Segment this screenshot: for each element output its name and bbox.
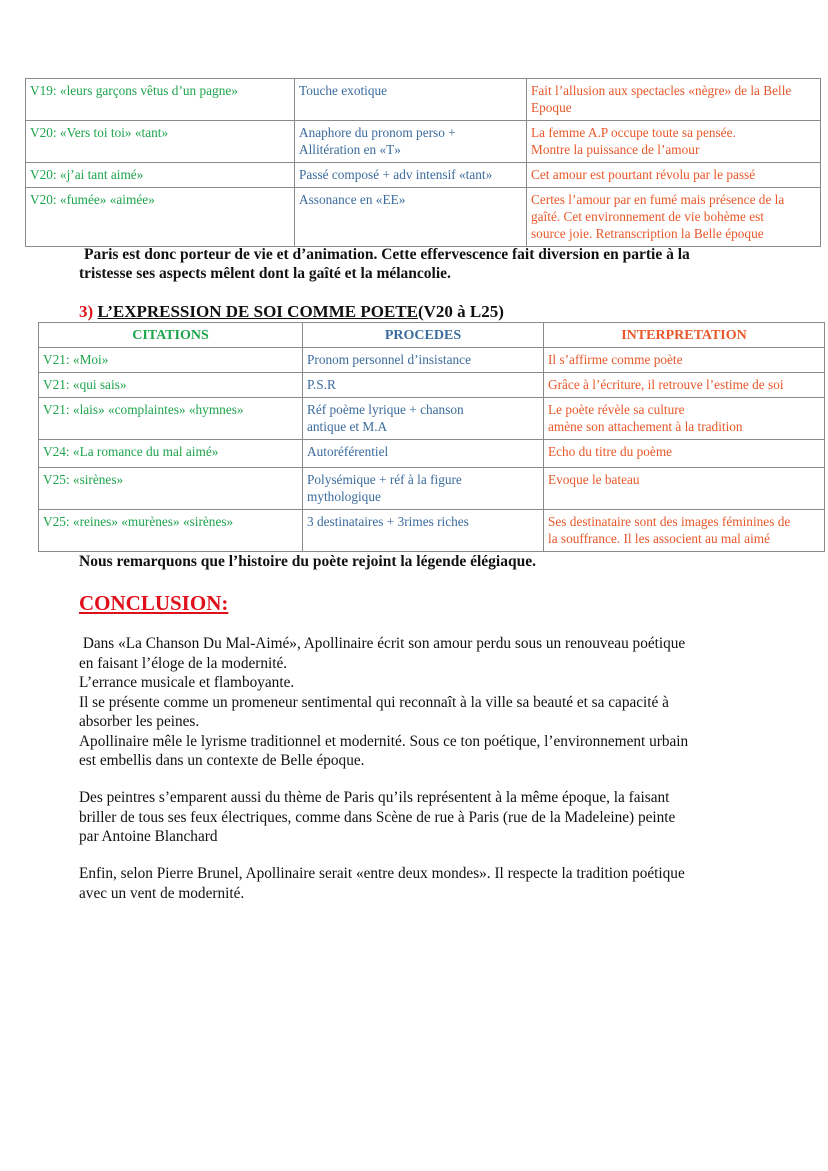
table-row — [39, 373, 825, 398]
interpretation-cell — [527, 121, 821, 163]
paragraph-line: est embellis dans un contexte de Belle époque. — [79, 752, 365, 769]
paragraph-line: avec un vent de modernité. — [79, 884, 245, 902]
paragraph-line: par Antoine Blanchard — [79, 828, 218, 845]
citation-cell: V25: «sirènes» — [39, 468, 303, 510]
procede-cell: Passé composé + adv intensif «tant» — [295, 163, 527, 188]
paragraph-line: Enfin, selon Pierre Brunel, Apollinaire serait «entre deux mondes». Il respecte la tradition poétique — [79, 865, 685, 882]
paragraph-line: Il se présente comme un promeneur sentimental qui reconnaît à la ville sa beauté et sa capacité à — [79, 693, 669, 711]
procede-line: Polysémique + réf à la figure — [307, 472, 462, 487]
section-heading — [79, 302, 504, 322]
interpretation-line: Certes l’amour par en fumé mais présence de la — [531, 192, 785, 207]
summary-paragraph-legende: Nous remarquons que l’histoire du poète rejoint la légende élégiaque. — [79, 553, 536, 570]
interpretation-line: Epoque — [531, 100, 572, 115]
interpretation-line: Ses destinataire sont des images féminines de — [548, 514, 791, 529]
citation-cell: V21: «lais» «complaintes» «hymnes» — [39, 398, 303, 440]
table-row — [39, 468, 825, 510]
procede-cell — [295, 121, 527, 163]
interpretation-cell — [544, 510, 825, 552]
interpretation-cell — [527, 188, 821, 247]
interpretation-line: source joie. Retranscription la Belle époque — [531, 226, 764, 241]
analysis-table-poet — [38, 322, 825, 552]
table-row — [26, 79, 821, 121]
procede-cell: P.S.R — [303, 373, 544, 398]
citation-cell: V25: «reines» «murènes» «sirènes» — [39, 510, 303, 552]
citation-cell: V19: «leurs garçons vêtus d’un pagne» — [26, 79, 295, 121]
procede-line: Anaphore du pronom perso + — [299, 125, 456, 140]
column-header-procedes: PROCEDES — [303, 323, 544, 348]
procede-line: antique et M.A — [307, 419, 388, 434]
conclusion-paragraph-2 — [79, 788, 759, 847]
procede-line: Réf poème lyrique + chanson — [307, 402, 464, 417]
table-row — [26, 188, 821, 247]
table-row — [39, 440, 825, 468]
interpretation-cell: Cet amour est pourtant révolu par le passé — [527, 163, 821, 188]
interpretation-cell: Il s’affirme comme poète — [544, 348, 825, 373]
paragraph-line: Dans «La Chanson Du Mal-Aimé», Apollinaire écrit son amour perdu sous un renouveau poétique — [79, 635, 686, 652]
procede-cell: Pronom personnel d’insistance — [303, 348, 544, 373]
procede-cell: Touche exotique — [295, 79, 527, 121]
table-header-row — [39, 323, 825, 348]
table-row — [39, 348, 825, 373]
citation-cell: V24: «La romance du mal aimé» — [39, 440, 303, 468]
interpretation-cell: Evoque le bateau — [544, 468, 825, 510]
interpretation-line: gaîté. Cet environnement de vie bohème est — [531, 209, 764, 224]
summary-paragraph-paris — [79, 245, 779, 283]
table-row — [26, 121, 821, 163]
interpretation-cell: Grâce à l’écriture, il retrouve l’estime de soi — [544, 373, 825, 398]
interpretation-line: La femme A.P occupe toute sa pensée. — [531, 125, 736, 140]
interpretation-line: la souffrance. Il les associent au mal aimé — [548, 531, 771, 546]
procede-cell — [303, 398, 544, 440]
conclusion-heading: CONCLUSION: — [79, 591, 229, 615]
procede-cell: Autoréférentiel — [303, 440, 544, 468]
column-header-interpretation: INTERPRETATION — [544, 323, 825, 348]
interpretation-cell: Echo du titre du poème — [544, 440, 825, 468]
interpretation-cell — [544, 398, 825, 440]
analysis-table-paris — [25, 78, 821, 247]
interpretation-line: Montre la puissance de l’amour — [531, 142, 700, 157]
citation-cell: V21: «Moi» — [39, 348, 303, 373]
procede-cell — [303, 468, 544, 510]
citation-cell: V20: «Vers toi toi» «tant» — [26, 121, 295, 163]
procede-cell: 3 destinataires + 3rimes riches — [303, 510, 544, 552]
paragraph-line: tristesse ses aspects mêlent dont la gaîté et la mélancolie. — [79, 265, 451, 282]
citation-cell: V20: «j’ai tant aimé» — [26, 163, 295, 188]
citation-cell: V21: «qui sais» — [39, 373, 303, 398]
paragraph-line: Paris est donc porteur de vie et d’animation. Cette effervescence fait diversion en partie à la — [84, 246, 690, 263]
section-title: L’EXPRESSION DE SOI COMME POETE — [97, 302, 418, 321]
citation-cell: V20: «fumée» «aimée» — [26, 188, 295, 247]
table-row — [39, 510, 825, 552]
procede-line: Allitération en «T» — [299, 142, 401, 157]
interpretation-line: amène son attachement à la tradition — [548, 419, 743, 434]
paragraph-line: Des peintres s’emparent aussi du thème de Paris qu’ils représentent à la même époque, la faisant — [79, 789, 670, 806]
conclusion-paragraph-1 — [79, 634, 759, 771]
paragraph-line: absorber les peines. — [79, 713, 200, 730]
conclusion-paragraph-3 — [79, 864, 759, 903]
column-header-citations: CITATIONS — [39, 323, 303, 348]
paragraph-line: en faisant l’éloge de la modernité. — [79, 654, 288, 672]
table-row — [39, 398, 825, 440]
interpretation-line: Le poète révèle sa culture — [548, 402, 685, 417]
procede-cell: Assonance en «EE» — [295, 188, 527, 247]
paragraph-line: L’errance musicale et flamboyante. — [79, 674, 295, 691]
table-row — [26, 163, 821, 188]
section-range: (V20 à L25) — [417, 302, 504, 321]
section-number: 3) — [79, 302, 94, 321]
interpretation-cell — [527, 79, 821, 121]
interpretation-line: Fait l’allusion aux spectacles «nègre» de la Belle — [531, 83, 792, 98]
paragraph-line: Apollinaire mêle le lyrisme traditionnel et modernité. Sous ce ton poétique, l’environnement urbain — [79, 732, 689, 750]
procede-line: mythologique — [307, 489, 381, 504]
paragraph-line: briller de tous ses feux électriques, comme dans Scène de rue à Paris (rue de la Madeleine) peinte — [79, 808, 676, 826]
